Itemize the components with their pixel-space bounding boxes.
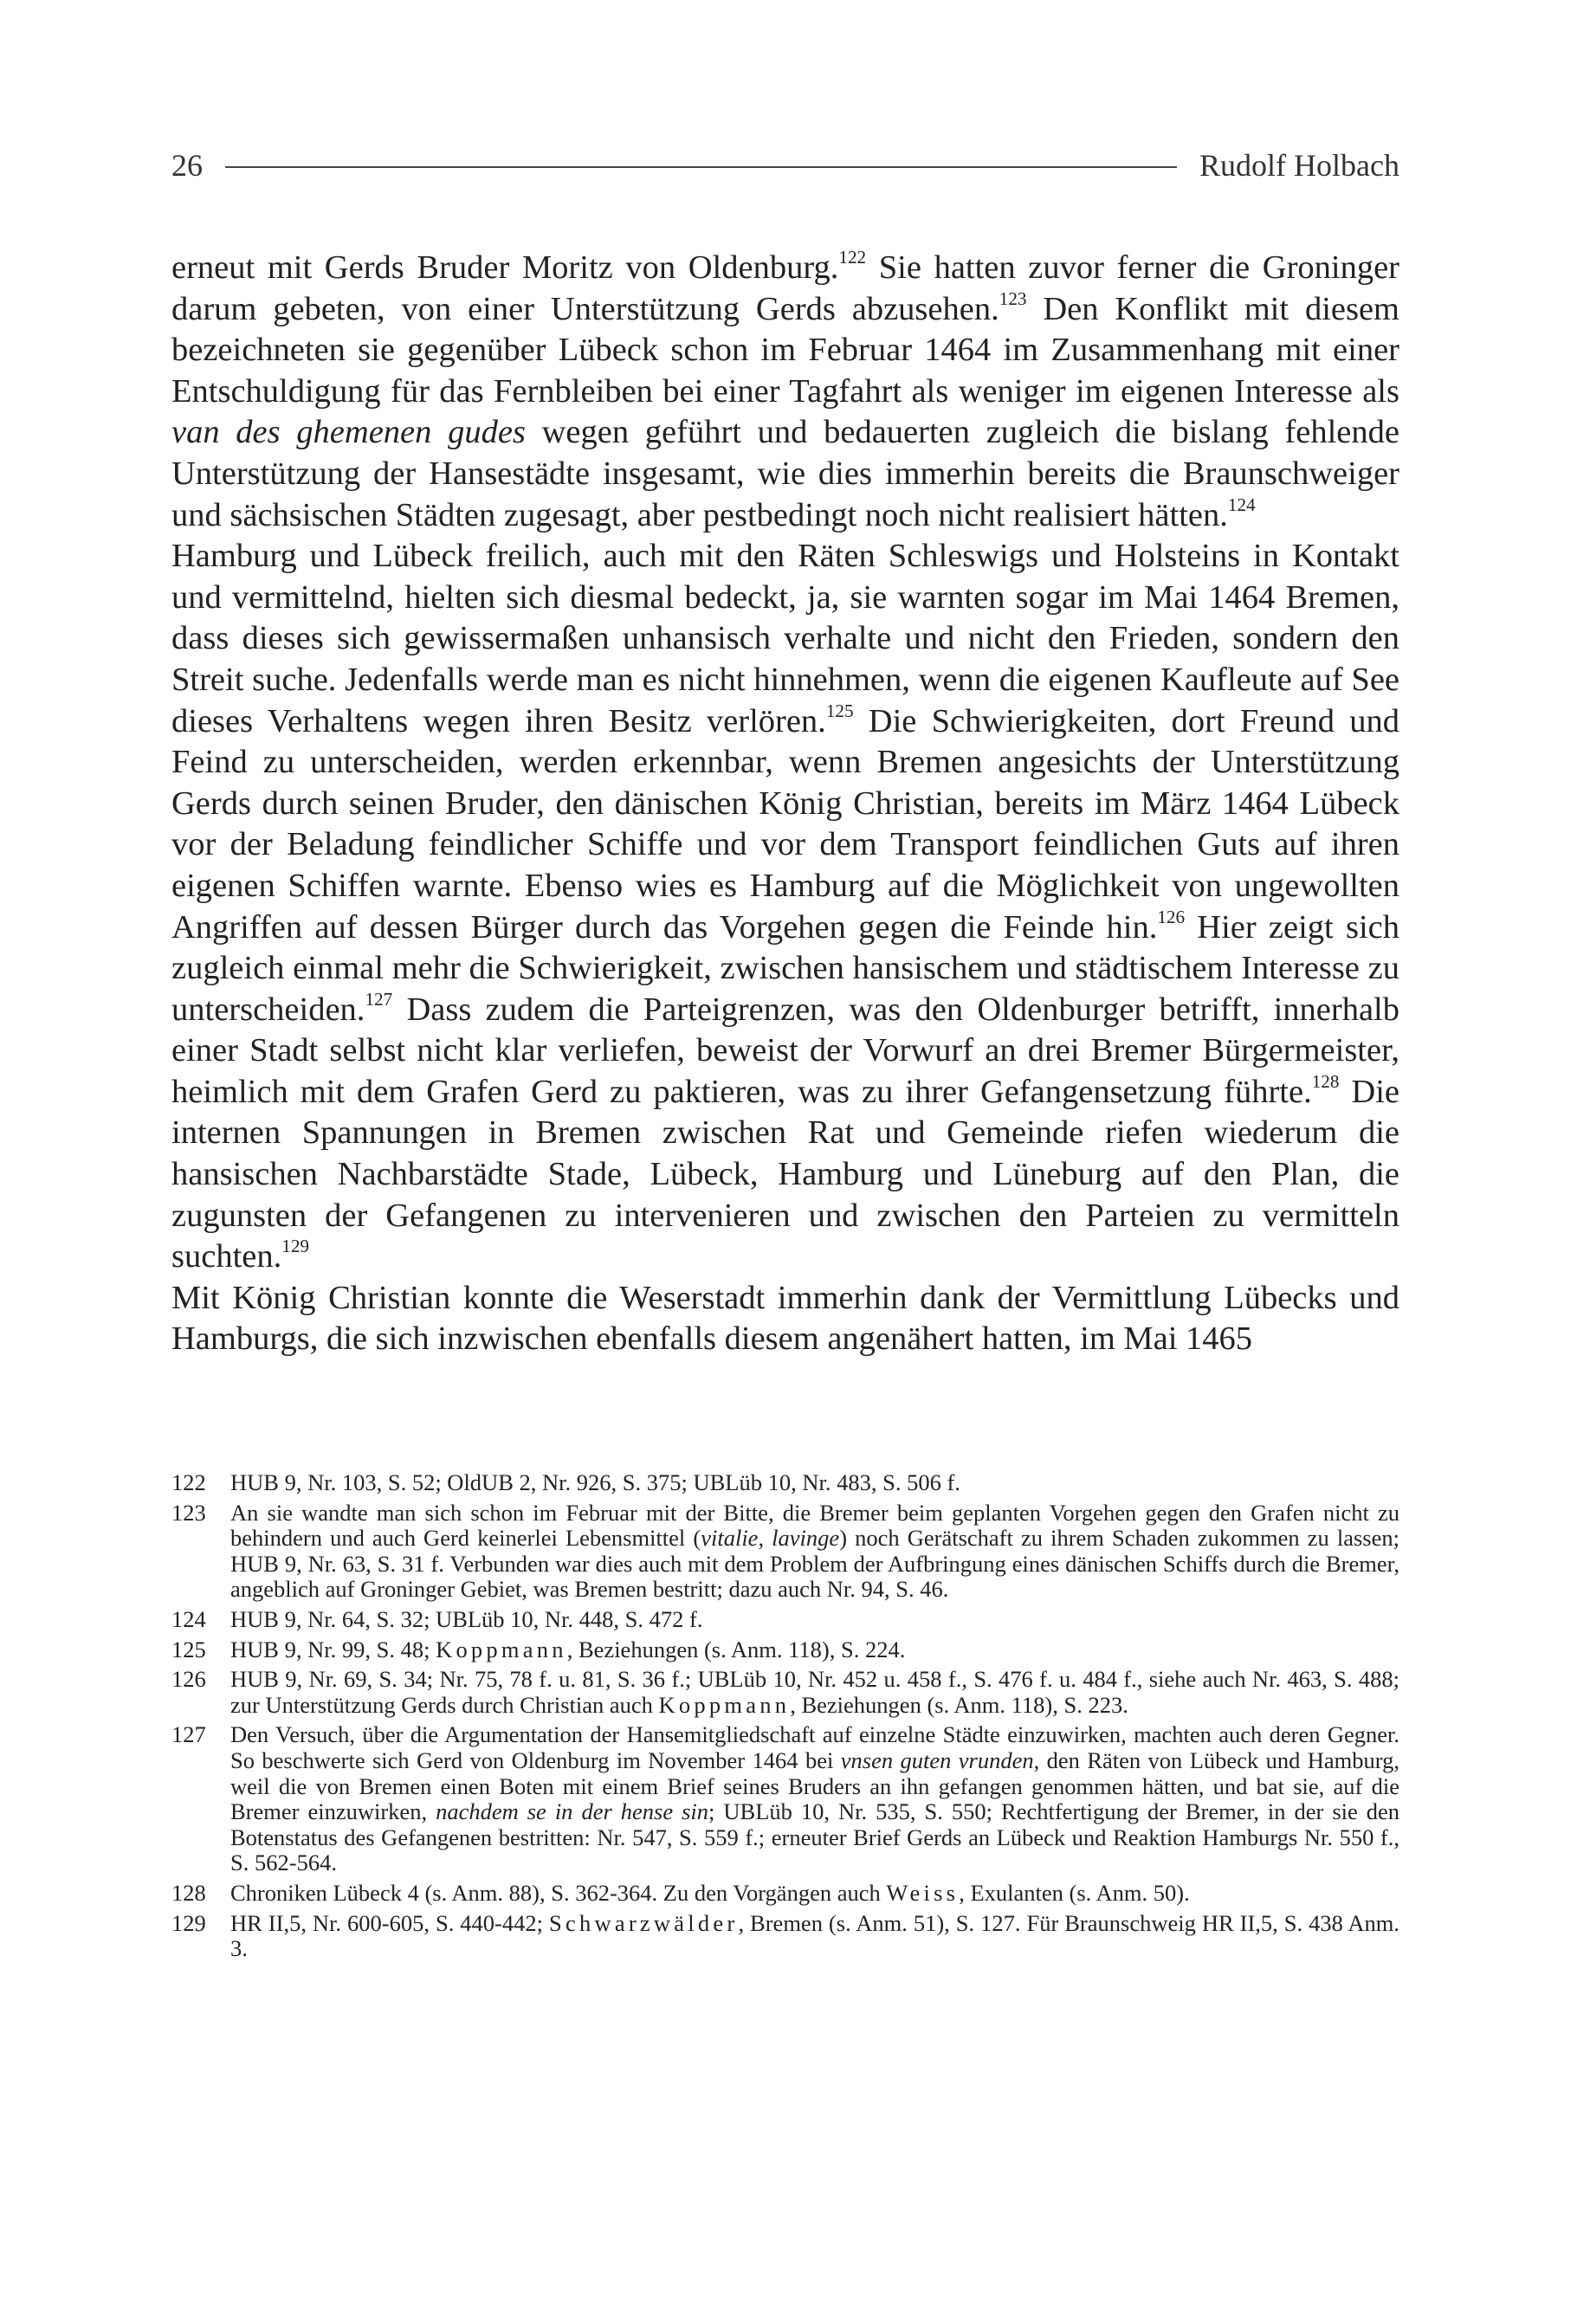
- italic-quote: nachdem se in der hense sin: [436, 1798, 709, 1825]
- footnote-number: 124: [171, 1605, 206, 1632]
- footnote-text: [230, 1911, 1399, 1962]
- page-number: 26: [171, 148, 203, 183]
- text-run: Die internen Spannungen in Bremen zwischen Rat und Gemeinde riefen wiederum die hansischen Nachbarstädte Stade, Lübeck, Hamburg und Lüneburg auf den Plan, die zugunsten der Gefangenen zu intervenieren und zwischen den Parteien zu vermitteln suchten.: [171, 1073, 1399, 1275]
- text-run: Die Schwierigkeiten, dort Freund und Feind zu unterscheiden, werden erkennbar, wenn Bremen angesichts der Unterstützung Gerds durch seinen Bruder, den dänischen König Christian, bereits im März 1464 Lübeck vor der Beladung feindlicher Schiffe und vor dem Transport feindlichen Guts auf ihren eigenen Schiffen warnte. Ebenso wies es Hamburg auf die Möglichkeit von ungewollten Angriffen auf dessen Bürger durch das Vorgehen gegen die Feinde hin.: [171, 702, 1399, 946]
- footnote-number: 128: [171, 1879, 206, 1906]
- footnote-text: [230, 1722, 1399, 1876]
- footnote-text: [230, 1637, 1399, 1663]
- italic-quote: van des ghemenen gudes: [171, 414, 526, 451]
- footnote: [171, 1722, 1399, 1876]
- footnote-marker: 129: [281, 1236, 309, 1257]
- running-head-author: Rudolf Holbach: [1199, 148, 1399, 183]
- footnote-number: 122: [171, 1469, 206, 1495]
- text-run: HUB 9, Nr. 64, S. 32; UBLüb 10, Nr. 448, S. 472 f.: [230, 1605, 703, 1632]
- footnote-marker: 122: [838, 247, 867, 268]
- footnote-text: [230, 1607, 1399, 1633]
- footnote-marker: 123: [999, 287, 1027, 309]
- footnote-text: [230, 1501, 1399, 1603]
- text-run: HUB 9, Nr. 103, S. 52; OldUB 2, Nr. 926, S. 375; UBLüb 10, Nr. 483, S. 506 f.: [230, 1469, 960, 1495]
- footnotes: [171, 1470, 1399, 1966]
- text-run: An sie wandte man sich schon im Februar mit der Bitte, die Bremer beim geplanten Vorgehen gegen den Grafen nicht zu behindern und auch Gerd keinerlei Lebensmittel (: [230, 1499, 1399, 1552]
- footnote: [171, 1911, 1399, 1962]
- text-run: Chroniken Lübeck 4 (s. Anm. 88), S. 362-364. Zu den Vorgängen auch: [230, 1879, 887, 1906]
- author-citation: Schwarzwälder: [548, 1909, 739, 1936]
- author-citation: Koppmann: [658, 1691, 791, 1718]
- text-run: Sie hatten zuvor ferner die Groninger darum gebeten, von einer Unterstützung Gerds abzusehen.: [171, 249, 1400, 327]
- text-run: Dass zudem die Parteigrenzen, was den Oldenburger betrifft, innerhalb einer Stadt selbst nicht klar verliefen, beweist der Vorwurf an drei Bremer Bürgermeister, heimlich mit dem Grafen Gerd zu paktieren, was zu ihrer Gefangensetzung führte.: [171, 991, 1399, 1110]
- footnote: [171, 1470, 1399, 1496]
- author-citation: Weiss: [886, 1879, 960, 1906]
- text-run: ) noch Gerätschaft zu ihrem Schaden zukommen zu lassen; HUB 9, Nr. 63, S. 31 f. Verbunden war dies auch mit dem Problem der Aufbringung eines dänischen Schiffs durch die Bremer, angeblich auf Groninger Gebiet, was Bremen bestritt; dazu auch Nr. 94, S. 46.: [230, 1525, 1399, 1603]
- text-run: erneut mit Gerds Bruder Moritz von Oldenburg.: [171, 249, 839, 286]
- author-citation: Koppmann: [436, 1636, 567, 1662]
- footnote-marker: 128: [1311, 1070, 1340, 1092]
- paragraph: [171, 536, 1399, 1278]
- footnote-marker: 124: [1227, 494, 1256, 515]
- text-run: Hamburg und Lübeck freilich, auch mit den Räten Schleswigs und Holsteins in Kontakt und vermittelnd, hielten sich diesmal bedeckt, ja, sie warnten sogar im Mai 1464 Bremen, dass dieses sich gewissermaßen unhansisch verhalte und nicht den Frieden, sondern den Streit suche. Jedenfalls werde man es nicht hinnehmen, wenn die eigenen Kaufleute auf See dieses Verhaltens wegen ihren Besitz verlören.: [171, 538, 1399, 739]
- paragraph: [171, 248, 1399, 536]
- text-run: , Beziehungen (s. Anm. 118), S. 224.: [566, 1636, 906, 1662]
- footnote-marker: 125: [825, 700, 854, 721]
- footnote-marker: 127: [365, 988, 393, 1010]
- text-run: , Exulanten (s. Anm. 50).: [959, 1879, 1190, 1906]
- main-text: [171, 248, 1399, 1360]
- footnote-text: [230, 1667, 1399, 1718]
- footnote-number: 123: [171, 1499, 206, 1526]
- footnote: [171, 1501, 1399, 1603]
- text-run: Mit König Christian konnte die Weserstadt immerhin dank der Vermittlung Lübecks und Hamburgs, die sich inzwischen ebenfalls diesem angenähert hatten, im Mai 1465: [171, 1279, 1399, 1358]
- text-run: ; UBLüb 10, Nr. 535, S. 550; Rechtfertigung der Bremer, in der sie den Botenstatus des Gefangenen bestritten: Nr. 547, S. 559 f.; erneuter Brief Gerds an Lübeck und Reaktion Hamburgs Nr. 550 f., S. 562-564.: [230, 1798, 1400, 1876]
- footnote-number: 126: [171, 1666, 206, 1693]
- text-run: , Beziehungen (s. Anm. 118), S. 223.: [790, 1691, 1128, 1718]
- paragraph: [171, 1278, 1399, 1360]
- footnote-number: 125: [171, 1636, 206, 1662]
- text-run: , Bremen (s. Anm. 51), S. 127. Für Braunschweig HR II,5, S. 438 Anm. 3.: [230, 1909, 1399, 1962]
- text-run: , den Räten von Lübeck und Hamburg, weil die von Bremen einen Boten mit einem Brief seines Bruders an ihn gefangen genommen hätten, und bat sie, auf die Bremer einzuwirken,: [230, 1746, 1399, 1825]
- text-run: HUB 9, Nr. 69, S. 34; Nr. 75, 78 f. u. 81, S. 36 f.; UBLüb 10, Nr. 452 u. 458 f., S. 476 f. u. 484 f., siehe auch Nr. 463, S. 488; zur Unterstützung Gerds durch Christian auch: [230, 1666, 1399, 1718]
- footnote: [171, 1881, 1399, 1907]
- footnote-text: [230, 1470, 1399, 1496]
- text-run: wegen geführt und bedauerten zugleich die bislang fehlende Unterstützung der Hansestädte insgesamt, wie dies immerhin bereits die Braunschweiger und sächsischen Städten zugesagt, aber pestbedingt noch nicht realisiert hätten.: [171, 414, 1399, 533]
- text-run: Den Versuch, über die Argumentation der Hansemitgliedschaft auf einzelne Städte einzuwirken, machten auch deren Gegner. So beschwerte sich Gerd von Oldenburg im November 1464 bei: [230, 1721, 1399, 1773]
- italic-quote: vnsen guten vrunden: [840, 1746, 1034, 1773]
- italic-quote: vitalie, lavinge: [701, 1525, 840, 1552]
- header-rule: [225, 166, 1177, 168]
- text-run: Den Konflikt mit diesem bezeichneten sie gegenüber Lübeck schon im Februar 1464 im Zusammenhang mit einer Entschuldigung für das Fernbleiben bei einer Tagfahrt als weniger im eigenen Interesse als: [171, 290, 1400, 410]
- footnote-number: 127: [171, 1721, 206, 1748]
- running-head: [171, 147, 1399, 184]
- footnote-text: [230, 1881, 1399, 1907]
- footnote: [171, 1637, 1399, 1663]
- footnote-number: 129: [171, 1909, 206, 1936]
- footnote: [171, 1667, 1399, 1718]
- text-run: Hier zeigt sich zugleich einmal mehr die Schwierigkeit, zwischen hansischem und städtischem Interesse zu unterscheiden.: [171, 908, 1399, 1028]
- footnote-marker: 126: [1157, 906, 1186, 927]
- text-run: HUB 9, Nr. 99, S. 48;: [230, 1636, 436, 1662]
- footnote: [171, 1607, 1399, 1633]
- text-run: HR II,5, Nr. 600-605, S. 440-442;: [230, 1909, 549, 1936]
